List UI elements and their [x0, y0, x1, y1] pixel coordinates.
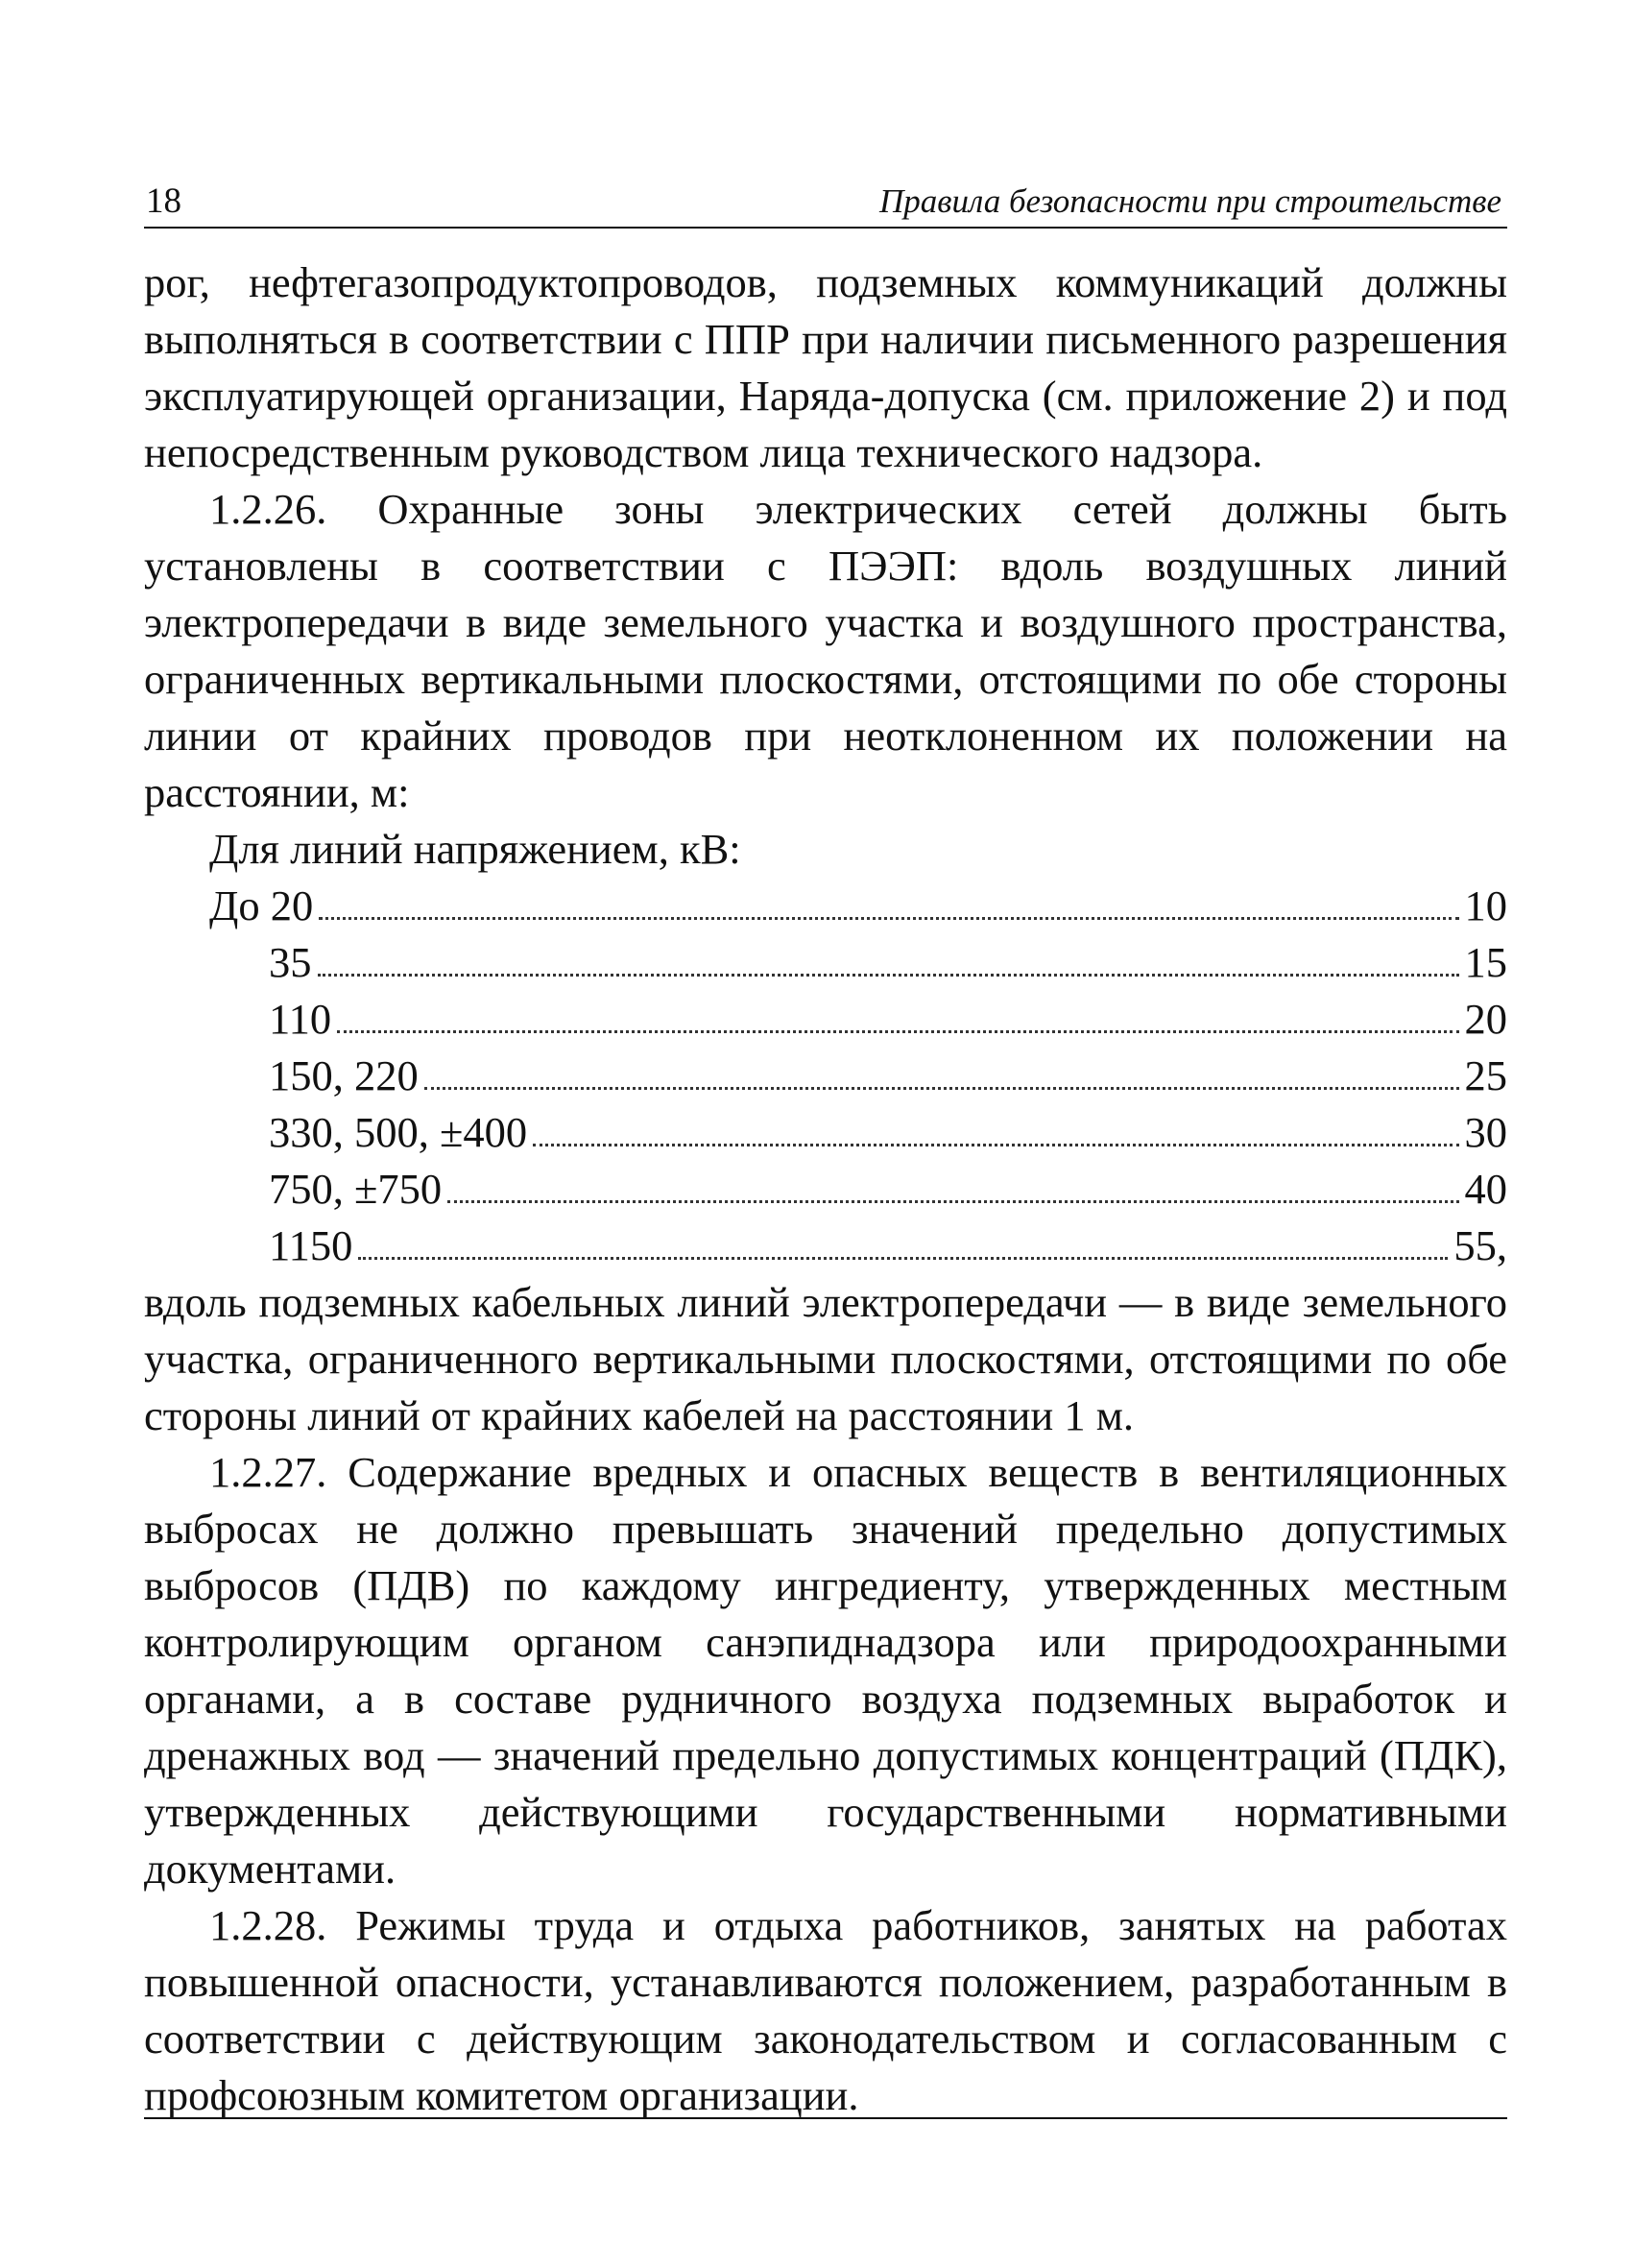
voltage-value: 330, 500, ±400 — [269, 1108, 528, 1156]
dot-leader — [424, 1087, 1459, 1090]
distance-value: 40 — [1464, 1165, 1507, 1213]
page-number: 18 — [146, 181, 181, 221]
distance-value: 55, — [1453, 1221, 1507, 1269]
distance-value: 10 — [1464, 881, 1507, 929]
distance-value: 30 — [1464, 1108, 1507, 1156]
paragraph-cable-lines: вдоль подземных кабельных линий электропередачи — в виде земельного участка, ограниченного вертикальными плоскостями, отстоящими по обе стороны линий от крайних кабелей на расстоянии 1 м. — [144, 1278, 1507, 1439]
dot-leader — [447, 1200, 1458, 1203]
list-item — [144, 1104, 1507, 1161]
running-title: Правила безопасности при строительстве — [879, 182, 1501, 220]
paragraph-1-2-27: 1.2.27. Содержание вредных и опасных веществ в вентиляционных выбросах не должно превышать значений предельно допустимых выбросов (ПДВ) по каждому ингредиенту, утвержденных местным контролирующим органом санэпиднадзора или природоохранными органами, а в составе рудничного воздуха подземных выработок и дренажных вод — значений предельно допустимых концентраций (ПДК), утвержденных действующими государственными нормативными документами. — [144, 1448, 1507, 1893]
list-item — [144, 991, 1507, 1048]
distance-value: 25 — [1464, 1051, 1507, 1099]
body-text — [144, 254, 1507, 2124]
voltage-value: До 20 — [209, 881, 314, 929]
list-item — [144, 1048, 1507, 1104]
dot-leader — [337, 1030, 1458, 1033]
dot-leader — [533, 1144, 1458, 1146]
voltage-value: 1150 — [269, 1221, 353, 1269]
dot-leader — [319, 917, 1458, 920]
list-item — [144, 1218, 1507, 1274]
dot-leader — [318, 974, 1459, 977]
paragraph-1-2-26: 1.2.26. Охранные зоны электрических сетей должны быть установлены в соответствии с ПЭЭП: вдоль воздушных линий электропередачи в виде земельного участка и воздушного пространства, ограниченных вертикальными плоскостями, отстоящими по обе стороны линии от крайних проводов при неотклоненном их положении на расстоянии, м: — [144, 485, 1507, 816]
distance-value: 20 — [1464, 995, 1507, 1043]
list-item — [144, 878, 1507, 934]
voltage-value: 750, ±750 — [269, 1165, 443, 1213]
page-header — [144, 182, 1507, 229]
dot-leader — [358, 1257, 1448, 1260]
paragraph-continuation: рог, нефтегазопродуктопроводов, подземных коммуникаций должны выполняться в соответствии с ППР при наличии письменного разрешения эксплуатирующей организации, Наряда-допуска (см. приложение 2) и под непосредственным руководством лица технического надзора. — [144, 258, 1507, 476]
list-item — [144, 1161, 1507, 1218]
voltage-value: 35 — [269, 938, 312, 986]
paragraph-1-2-28: 1.2.28. Режимы труда и отдыха работников, занятых на работах повышенной опасности, устанавливаются положением, разработанным в соответствии с действующим законодательством и согласованным с профсоюзным комитетом организации. — [144, 1901, 1507, 2119]
voltage-value: 150, 220 — [269, 1051, 419, 1099]
voltage-list-heading: Для линий напряжением, кВ: — [209, 825, 741, 873]
distance-value: 15 — [1464, 938, 1507, 986]
list-item — [144, 934, 1507, 991]
footer-rule — [144, 2117, 1507, 2119]
voltage-value: 110 — [269, 995, 332, 1043]
voltage-distance-list — [144, 878, 1507, 1274]
